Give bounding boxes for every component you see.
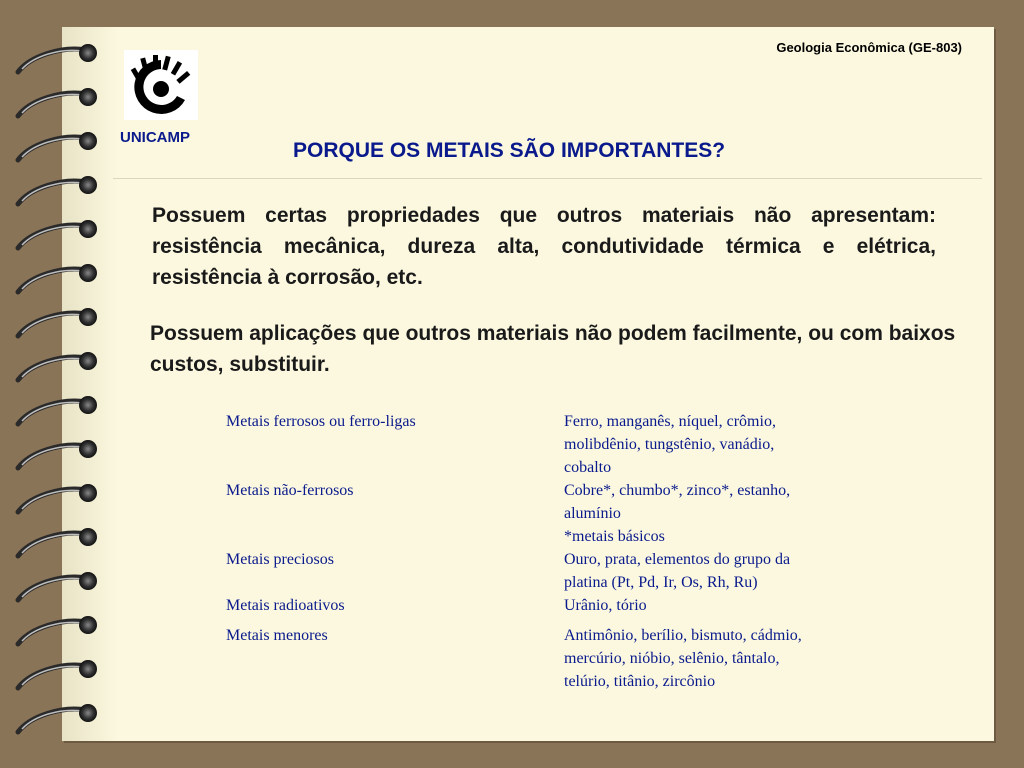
example-line: molibdênio, tungstênio, vanádio, (564, 436, 775, 453)
example-line: Ouro, prata, elementos do grupo da (564, 551, 791, 568)
example-line: Antimônio, berílio, bismuto, cádmio, (564, 627, 802, 644)
binding-hole (79, 88, 97, 106)
example-line: *metais básicos (564, 528, 665, 545)
metal-category: Metais menores (226, 627, 328, 644)
example-line: Ferro, manganês, níquel, crômio, (564, 413, 776, 430)
binding-hole (79, 484, 97, 502)
example-line: alumínio (564, 505, 621, 522)
example-line: Urânio, tório (564, 597, 647, 614)
paragraph-properties: Possuem certas propriedades que outros materiais não apresentam: resistência mecânica, dureza alta, condutividade térmica e elétrica, resistência à corrosão, etc. (152, 204, 936, 289)
example-line: platina (Pt, Pd, Ir, Os, Rh, Ru) (564, 574, 758, 591)
course-title: Geologia Econômica (GE-803) (776, 40, 962, 55)
table-row (226, 548, 906, 594)
table-row (226, 624, 906, 693)
binding-hole (79, 352, 97, 370)
metal-examples (564, 479, 884, 548)
example-line: telúrio, titânio, zircônio (564, 673, 716, 690)
institution-label: UNICAMP (120, 129, 190, 146)
spiral-binding-icon (0, 0, 120, 768)
binding-hole (79, 220, 97, 238)
example-line: mercúrio, nióbio, selênio, tântalo, (564, 650, 780, 667)
metal-examples (564, 410, 884, 479)
binding-hole (79, 440, 97, 458)
binding-hole (79, 704, 97, 722)
divider (113, 178, 982, 179)
table-row (226, 479, 906, 548)
paragraph-applications: Possuem aplicações que outros materiais não podem facilmente, ou com baixos custos, substituir. (150, 322, 956, 376)
metals-table (226, 410, 906, 693)
binding-hole (79, 396, 97, 414)
unicamp-logo-icon (124, 50, 198, 120)
table-row (226, 594, 906, 617)
metal-examples (564, 624, 884, 693)
metal-category: Metais preciosos (226, 551, 334, 568)
binding-hole (79, 264, 97, 282)
metal-category: Metais radioativos (226, 597, 345, 614)
page-title: PORQUE OS METAIS SÃO IMPORTANTES? (293, 139, 726, 162)
binding-hole (79, 308, 97, 326)
table-row (226, 410, 906, 479)
binding-hole (79, 528, 97, 546)
example-line: cobalto (564, 459, 612, 476)
binding-hole (79, 572, 97, 590)
metal-category: Metais ferrosos ou ferro-ligas (226, 413, 416, 430)
example-line: Cobre*, chumbo*, zinco*, estanho, (564, 482, 791, 499)
binding-hole (79, 132, 97, 150)
binding-hole (79, 616, 97, 634)
metal-examples (564, 548, 884, 594)
metal-category: Metais não-ferrosos (226, 482, 354, 499)
binding-hole (79, 660, 97, 678)
binding-hole (79, 44, 97, 62)
binding-hole (79, 176, 97, 194)
metal-examples (564, 594, 884, 617)
